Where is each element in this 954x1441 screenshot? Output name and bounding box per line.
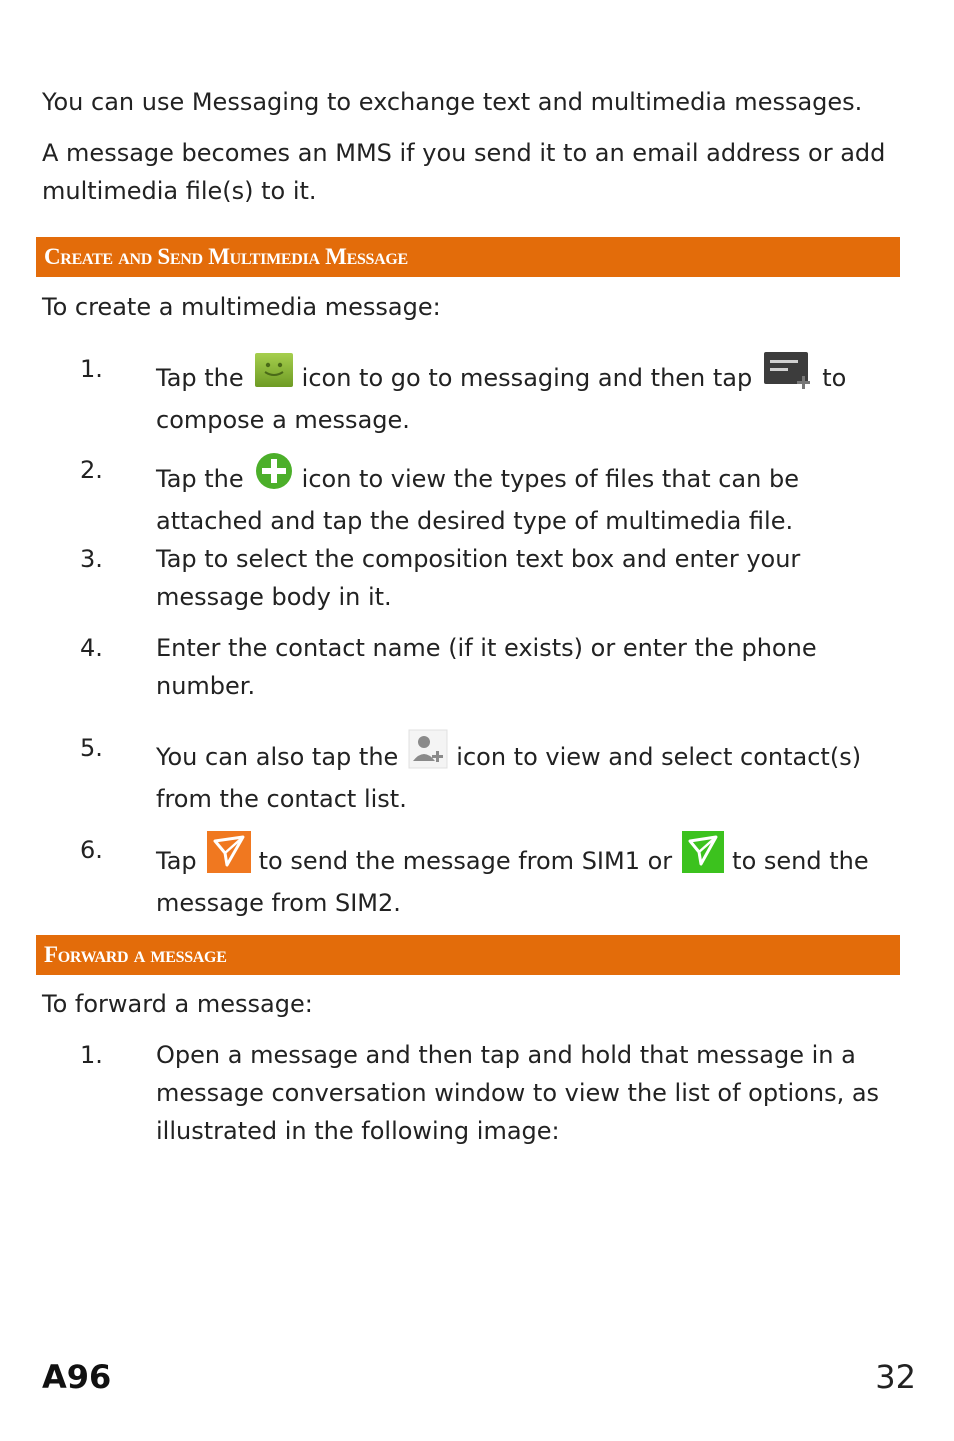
list-number: 1. (80, 355, 103, 383)
intro-paragraph-2: A message becomes an MMS if you send it to an email address or add multimedia file(s) to it. (42, 139, 886, 205)
section1-lead: To create a multimedia message: (42, 293, 441, 321)
attach-plus-icon (254, 451, 294, 502)
footer-model: A96 (42, 1358, 112, 1396)
list-number: 4. (80, 634, 103, 662)
messaging-app-icon (254, 352, 294, 401)
list-number: 3. (80, 545, 103, 573)
send-sim1-icon (207, 831, 251, 884)
list-text: to send the message from SIM2. (156, 847, 869, 917)
contact-picker-icon (408, 729, 448, 780)
list-text: Open a message and then tap and hold that message in a message conversation window to view the list of options, as illustrated in the following image: (156, 1041, 880, 1145)
section-heading-forward: Forward a message (36, 935, 900, 975)
list-text: Tap the (156, 465, 244, 493)
section2-lead: To forward a message: (42, 990, 313, 1018)
section-heading-create: Create and Send Multimedia Message (36, 237, 900, 277)
list-text: Tap (156, 847, 197, 875)
send-sim2-icon (682, 831, 724, 884)
list-text: icon to view the types of files that can be attached and tap the desired type of multimedia file. (156, 465, 799, 535)
list-text: Tap the (156, 364, 244, 392)
intro-paragraph-1: You can use Messaging to exchange text and multimedia messages. (42, 88, 863, 116)
list-text: to compose a message. (156, 364, 847, 434)
list-number: 5. (80, 734, 103, 762)
list-number: 1. (80, 1041, 103, 1069)
page-number: 32 (875, 1358, 916, 1396)
list-number: 2. (80, 456, 103, 484)
compose-message-icon (762, 350, 814, 401)
list-text: to send the message from SIM1 or (258, 847, 673, 875)
list-text: Enter the contact name (if it exists) or enter the phone number. (156, 634, 817, 700)
list-number: 6. (80, 836, 103, 864)
list-text: icon to go to messaging and then tap (301, 364, 753, 392)
list-text: You can also tap the (156, 743, 399, 771)
list-text: Tap to select the composition text box and enter your message body in it. (156, 545, 801, 611)
list-text: icon to view and select contact(s) from the contact list. (156, 743, 862, 813)
